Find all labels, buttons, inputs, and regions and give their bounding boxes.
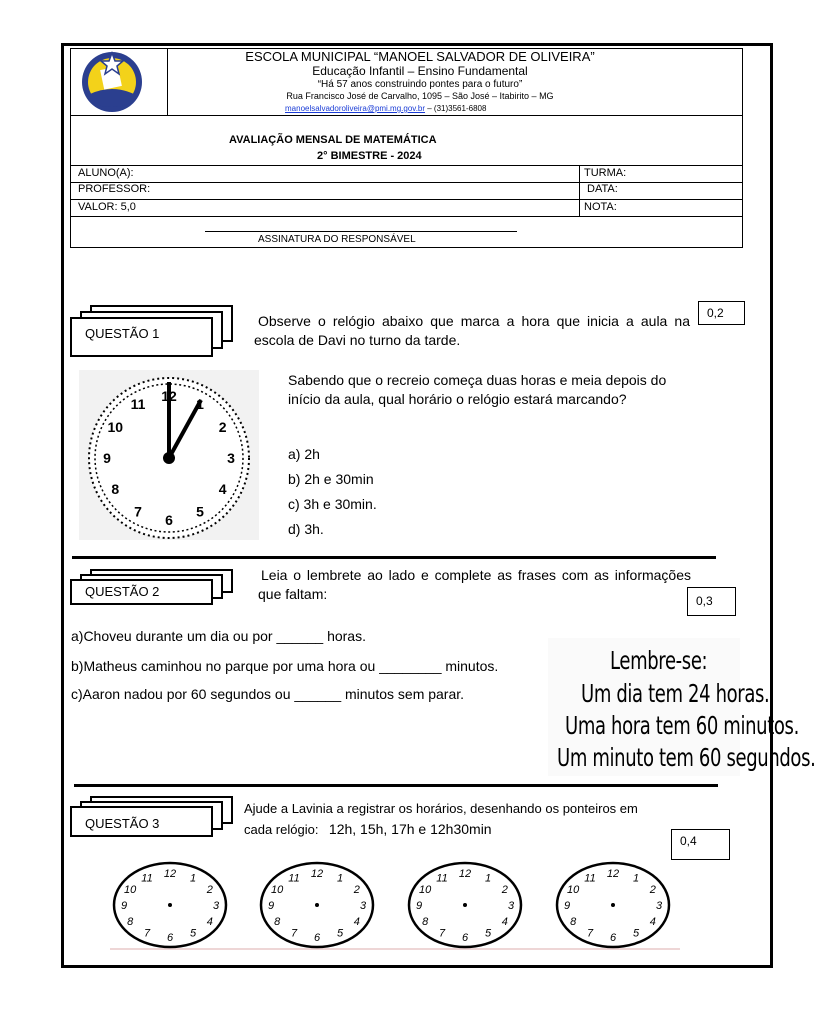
question-1-option-a[interactable]: a) 2h	[288, 446, 320, 462]
question-2-item-b[interactable]: b)Matheus caminhou no parque por uma hora ou ________ minutos.	[71, 658, 499, 674]
clock-numeral: 8	[274, 916, 281, 928]
question-1-clock	[79, 370, 259, 540]
clock-numeral: 12	[458, 868, 472, 880]
field-nota[interactable]: NOTA:	[584, 201, 617, 213]
school-phone: – (31)3561-6808	[425, 104, 487, 113]
clock-numeral: 4	[218, 480, 227, 497]
clock-numeral: 3	[655, 900, 663, 912]
clock-numeral: 2	[649, 884, 656, 896]
question-3-line2: cada relógio:	[244, 822, 319, 837]
clock-numeral: 5	[336, 927, 344, 940]
clock-numeral: 11	[436, 872, 448, 885]
clock-numeral: 7	[586, 927, 594, 940]
clock-numeral: 2	[218, 418, 227, 435]
clock-numeral: 1	[189, 872, 197, 885]
separator-2	[74, 784, 718, 787]
question-2-item-a[interactable]: a)Choveu durante um dia ou por ______ horas.	[71, 628, 366, 644]
reminder-title: Lembre-se:	[610, 646, 708, 675]
clock-numeral: 1	[336, 872, 344, 885]
question-3-score: 0,4	[671, 829, 730, 860]
question-1-score: 0,2	[698, 301, 745, 325]
clock-numeral: 2	[206, 884, 213, 896]
school-motto: “Há 57 anos construindo pontes para o futuro”	[317, 79, 523, 90]
clock-numeral: 7	[290, 927, 298, 940]
clock-numeral: 7	[134, 503, 142, 520]
clock-numeral: 4	[501, 916, 508, 928]
clock-numeral: 7	[438, 927, 446, 940]
clock-numeral: 2	[353, 884, 360, 896]
signature-label: ASSINATURA DO RESPONSÁVEL	[258, 234, 416, 245]
clock-numeral: 9	[415, 900, 423, 912]
question-3-times: 12h, 15h, 17h e 12h30min	[328, 821, 492, 837]
clock-numeral: 8	[570, 916, 577, 928]
clock-numeral: 10	[124, 884, 137, 896]
school-name: ESCOLA MUNICIPAL “MANOEL SALVADOR DE OLIVEIRA”	[245, 49, 595, 64]
clock-numeral: 1	[484, 872, 492, 885]
header-box	[70, 48, 743, 248]
clock-numeral: 11	[584, 872, 596, 885]
school-address: Rua Francisco José de Carvalho, 1095 – São José – Itabirito – MG	[286, 91, 554, 101]
clock-numeral: 12	[310, 868, 324, 880]
clock-numeral: 12	[606, 868, 620, 880]
clock-numeral: 4	[206, 916, 213, 928]
school-email[interactable]: manoelsalvadoroliveira@pmi.mg.gov.br	[285, 104, 426, 113]
clock-numeral: 4	[649, 916, 656, 928]
separator-1	[72, 556, 716, 559]
question-3-label: QUESTÃO 3	[85, 816, 160, 831]
clock-numeral: 8	[127, 916, 134, 928]
question-1-label: QUESTÃO 1	[85, 326, 160, 341]
question-3-line1: Ajude a Lavinia a registrar os horários, desenhando os ponteiros em	[244, 801, 638, 816]
reminder-minute: Um minuto tem 60 segundos.	[557, 743, 815, 772]
clock-numeral: 11	[130, 396, 146, 413]
clock-numeral: 5	[484, 927, 492, 940]
clock-numeral: 10	[107, 418, 124, 435]
clock-numeral: 11	[288, 872, 300, 885]
question-1-intro: Observe o relógio abaixo que marca a hora que inicia a aula na escola de Davi no turno da tarde.	[254, 313, 690, 348]
reminder-box	[548, 638, 815, 776]
question-1-option-d[interactable]: d) 3h.	[288, 521, 324, 537]
clock-numeral: 2	[501, 884, 508, 896]
field-aluno[interactable]: ALUNO(A):	[78, 167, 134, 179]
question-2-label: QUESTÃO 2	[85, 584, 160, 599]
clock-numeral: 3	[359, 900, 367, 912]
school-levels: Educação Infantil – Ensino Fundamental	[312, 64, 528, 78]
question-2-score: 0,3	[687, 587, 736, 616]
clock-numeral: 12	[161, 387, 177, 404]
clock-numeral: 6	[313, 932, 321, 944]
question-2-intro: Leia o lembrete ao lado e complete as frases com as informações que faltam:	[258, 567, 691, 602]
clock-numeral: 9	[103, 449, 111, 466]
question-1-option-c[interactable]: c) 3h e 30min.	[288, 496, 377, 512]
signature-line[interactable]	[205, 231, 517, 232]
clock-numeral: 9	[267, 900, 275, 912]
question-1-question: Sabendo que o recreio começa duas horas e meia depois do início da aula, qual horário o relógio estará marcando?	[288, 372, 667, 407]
clock-numeral: 4	[353, 916, 360, 928]
clock-numeral: 9	[563, 900, 571, 912]
reminder-day: Um dia tem 24 horas.	[581, 679, 770, 708]
field-data[interactable]: DATA:	[584, 183, 618, 195]
clock-numeral: 8	[111, 480, 120, 497]
field-turma[interactable]: TURMA:	[584, 167, 627, 179]
clock-numeral: 5	[189, 927, 197, 940]
clock-numeral: 1	[632, 872, 640, 885]
clock-numeral: 1	[196, 396, 204, 413]
clock-numeral: 3	[227, 449, 235, 466]
reminder-hour: Uma hora tem 60 minutos.	[565, 711, 799, 740]
clock-numeral: 11	[141, 872, 153, 885]
clock-numeral: 9	[120, 900, 128, 912]
clock-numeral: 10	[271, 884, 284, 896]
school-logo	[80, 50, 144, 114]
exam-title: AVALIAÇÃO MENSAL DE MATEMÁTICA	[229, 134, 437, 146]
field-valor: VALOR: 5,0	[78, 201, 136, 213]
clock-numeral: 12	[163, 868, 177, 880]
clock-numeral: 5	[632, 927, 640, 940]
clock-numeral: 6	[166, 932, 174, 944]
clock-numeral: 10	[419, 884, 432, 896]
question-3-clocks	[110, 860, 680, 952]
field-professor[interactable]: PROFESSOR:	[78, 183, 151, 195]
clock-numeral: 8	[422, 916, 429, 928]
clock-numeral: 6	[165, 511, 173, 528]
clock-numeral: 6	[461, 932, 469, 944]
clock-numeral: 3	[212, 900, 220, 912]
clock-numeral: 3	[507, 900, 515, 912]
clock-numeral: 7	[143, 927, 151, 940]
exam-subtitle: 2° BIMESTRE - 2024	[317, 150, 422, 162]
question-2-item-c[interactable]: c)Aaron nadou por 60 segundos ou ______ minutos sem parar.	[71, 686, 465, 702]
question-1-option-b[interactable]: b) 2h e 30min	[288, 471, 374, 487]
clock-numeral: 6	[609, 932, 617, 944]
clock-numeral: 10	[567, 884, 580, 896]
clock-numeral: 5	[196, 503, 204, 520]
